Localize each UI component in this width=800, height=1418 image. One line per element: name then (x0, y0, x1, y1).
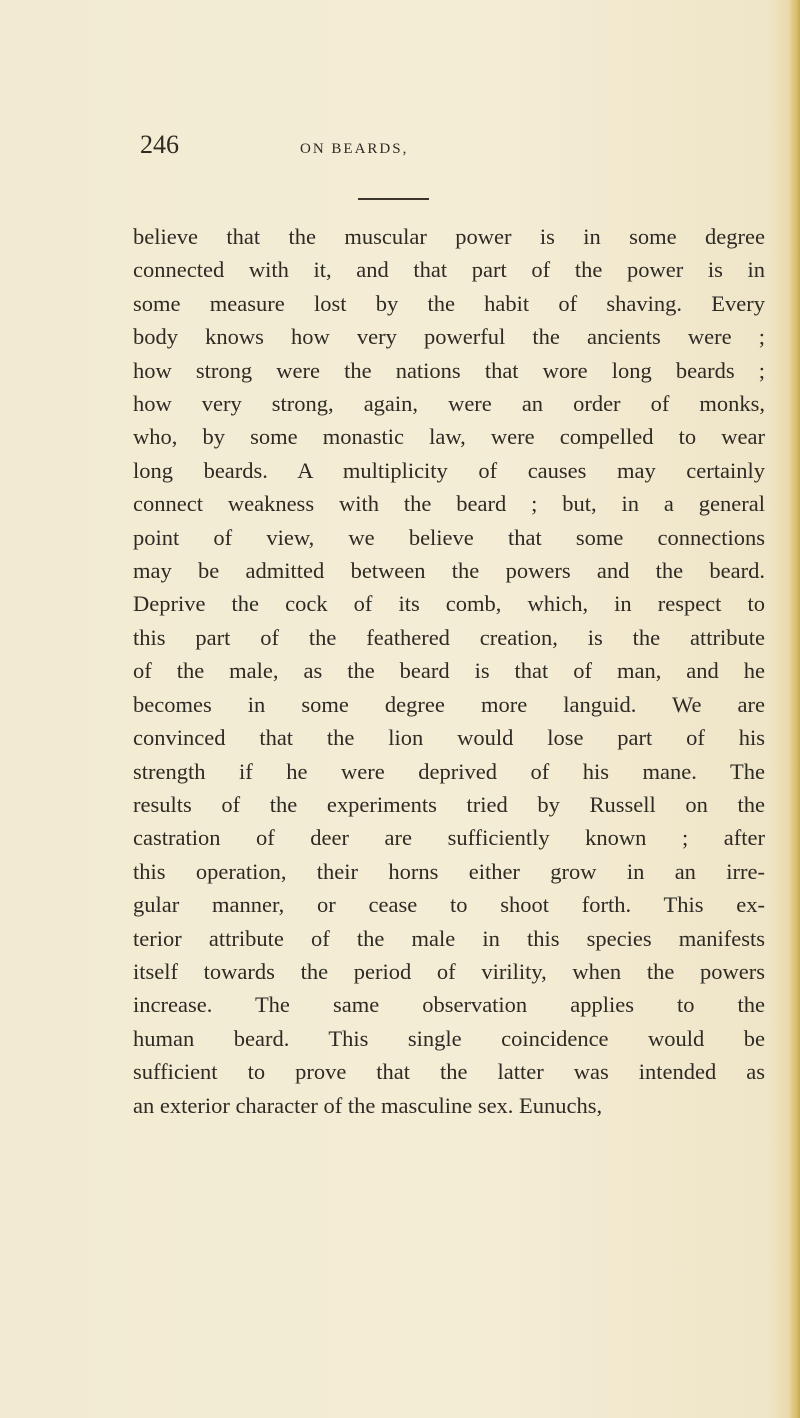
text-line: becomes in some degree more languid. We are (133, 691, 765, 717)
text-line: sufficient to prove that the latter was intended as (133, 1059, 765, 1085)
body-text (133, 220, 765, 1122)
text-line: human beard. This single coincidence would be (133, 1025, 765, 1051)
text-line: convinced that the lion would lose part of his (133, 725, 765, 751)
text-line: terior attribute of the male in this species manifests (133, 925, 765, 951)
text-line: body knows how very powerful the ancients were ; (133, 324, 765, 350)
text-line: gular manner, or cease to shoot forth. This ex- (133, 892, 765, 918)
text-line: how strong were the nations that wore long beards ; (133, 357, 765, 383)
text-line: castration of deer are sufficiently known ; after (133, 825, 765, 851)
text-line: how very strong, again, were an order of monks, (133, 391, 765, 417)
text-line: of the male, as the beard is that of man, and he (133, 658, 765, 684)
text-line: itself towards the period of virility, when the powers (133, 958, 765, 984)
text-line: may be admitted between the powers and the beard. (133, 558, 765, 584)
text-line: increase. The same observation applies to the (133, 992, 765, 1018)
text-line: an exterior character of the masculine sex. Eunuchs, (133, 1092, 603, 1118)
text-line: some measure lost by the habit of shaving. Every (133, 290, 765, 316)
running-title: ON BEARDS, (300, 141, 409, 157)
text-line: this part of the feathered creation, is the attribute (133, 624, 765, 650)
page-number: 246 (140, 130, 179, 159)
text-line: results of the experiments tried by Russell on the (133, 791, 765, 817)
page-edge (788, 0, 800, 1418)
text-line: who, by some monastic law, were compelled to wear (133, 424, 765, 450)
text-line: connected with it, and that part of the power is in (133, 257, 765, 283)
text-line: this operation, their horns either grow in an irre- (133, 858, 765, 884)
text-line: believe that the muscular power is in some degree (133, 224, 765, 249)
text-line: connect weakness with the beard ; but, in a general (133, 491, 765, 517)
text-line: point of view, we believe that some connections (133, 524, 765, 550)
text-line: Deprive the cock of its comb, which, in respect to (133, 591, 765, 617)
header-rule (358, 198, 429, 200)
text-line: strength if he were deprived of his mane. The (133, 758, 765, 784)
text-line: long beards. A multiplicity of causes may certainly (133, 457, 765, 483)
